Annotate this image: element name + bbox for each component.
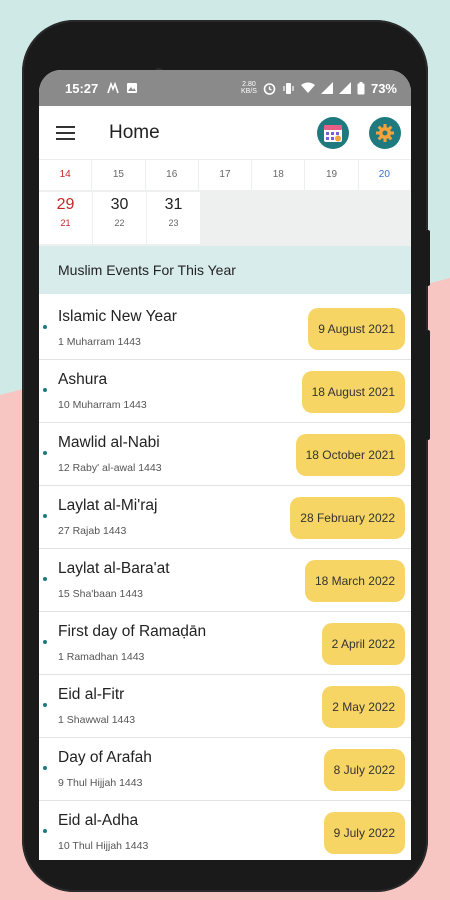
gregorian-date: 31 (164, 196, 183, 213)
event-row[interactable] (39, 300, 411, 359)
event-name: Eid al-Adha (58, 812, 139, 829)
calendar-header-day: 20 (359, 160, 410, 190)
bullet-dot (43, 829, 47, 833)
accessibility-icon (106, 82, 120, 94)
bullet-dot (43, 325, 47, 329)
bullet-dot (43, 766, 47, 770)
hijri-date: 21 (60, 218, 71, 228)
event-date-chip: 18 August 2021 (302, 371, 405, 413)
settings-button[interactable] (369, 117, 401, 149)
event-hijri-date: 10 Muharram 1443 (58, 399, 147, 411)
mini-calendar (39, 160, 411, 246)
event-date-chip: 28 February 2022 (290, 497, 405, 539)
event-name: Mawlid al-Nabi (58, 434, 160, 451)
gregorian-date: 30 (110, 196, 129, 213)
calendar-header-day: 18 (252, 160, 304, 190)
event-row[interactable] (39, 426, 411, 485)
event-name: Ashura (58, 371, 108, 388)
bullet-dot (43, 388, 47, 392)
event-row[interactable] (39, 552, 411, 611)
signal-icon (321, 82, 333, 94)
event-hijri-date: 15 Sha'baan 1443 (58, 588, 143, 600)
signal-icon-2 (339, 82, 351, 94)
page-title: Home (109, 122, 160, 143)
bullet-dot (43, 640, 47, 644)
calendar-header-day: 17 (199, 160, 251, 190)
event-hijri-date: 1 Shawwal 1443 (58, 714, 136, 726)
net-speed: 2.80 KB/S (241, 81, 257, 95)
power-button (426, 330, 430, 440)
hijri-date: 22 (114, 218, 125, 228)
event-hijri-date: 10 Thul Hijjah 1443 (58, 840, 149, 852)
event-date-chip: 9 August 2021 (308, 308, 405, 350)
status-bar (39, 70, 411, 106)
event-date-chip: 2 May 2022 (322, 686, 405, 728)
calendar-header-row (39, 160, 411, 192)
event-hijri-date: 9 Thul Hijjah 1443 (58, 777, 143, 789)
event-hijri-date: 1 Ramadhan 1443 (58, 651, 145, 663)
calendar-header-day: 16 (146, 160, 198, 190)
volume-button (426, 230, 430, 286)
event-row[interactable] (39, 363, 411, 422)
calendar-day-cell[interactable] (147, 192, 200, 244)
image-icon (126, 82, 138, 94)
event-name: Laylat al-Mi'raj (58, 497, 158, 514)
event-hijri-date: 12 Raby' al-awal 1443 (58, 462, 162, 474)
calendar-empty-area (201, 192, 411, 244)
calendar-header-day: 14 (39, 160, 91, 190)
event-date-chip: 8 July 2022 (324, 749, 405, 791)
bullet-dot (43, 514, 47, 518)
event-name: Laylat al-Bara'at (58, 560, 170, 577)
calendar-day-cell[interactable] (39, 192, 92, 244)
vibrate-icon (282, 82, 295, 95)
event-hijri-date: 27 Rajab 1443 (58, 525, 127, 537)
app-screen (39, 70, 411, 860)
event-date-chip: 18 March 2022 (305, 560, 405, 602)
event-date-chip: 2 April 2022 (322, 623, 405, 665)
hijri-date: 23 (168, 218, 179, 228)
hamburger-menu-icon[interactable] (56, 126, 75, 140)
event-row[interactable] (39, 489, 411, 548)
event-row[interactable] (39, 678, 411, 737)
battery-icon (357, 82, 365, 95)
event-date-chip: 18 October 2021 (296, 434, 405, 476)
wifi-icon (301, 82, 315, 94)
event-name: Day of Arafah (58, 749, 152, 766)
calendar-button[interactable] (317, 117, 349, 149)
events-list (39, 300, 411, 860)
event-name: First day of Ramaḍān (58, 623, 207, 640)
gregorian-date: 29 (56, 196, 75, 213)
calendar-header-day: 15 (92, 160, 144, 190)
alarm-icon (263, 82, 276, 95)
section-title: Muslim Events For This Year (39, 246, 411, 294)
calendar-header-day: 19 (305, 160, 357, 190)
battery-percent: 73% (370, 80, 397, 96)
status-time: 15:27 (65, 80, 99, 96)
event-date-chip: 9 July 2022 (324, 812, 405, 854)
event-row[interactable] (39, 615, 411, 674)
gear-icon (374, 122, 396, 144)
calendar-day-cell[interactable] (93, 192, 146, 244)
event-hijri-date: 1 Muharram 1443 (58, 336, 141, 348)
bullet-dot (43, 577, 47, 581)
bullet-dot (43, 703, 47, 707)
event-row[interactable] (39, 804, 411, 860)
calendar-days-row (39, 192, 411, 244)
event-name: Eid al-Fitr (58, 686, 125, 703)
event-row[interactable] (39, 741, 411, 800)
app-bar (39, 106, 411, 160)
event-name: Islamic New Year (58, 308, 177, 325)
bullet-dot (43, 451, 47, 455)
calendar-icon (322, 122, 344, 144)
